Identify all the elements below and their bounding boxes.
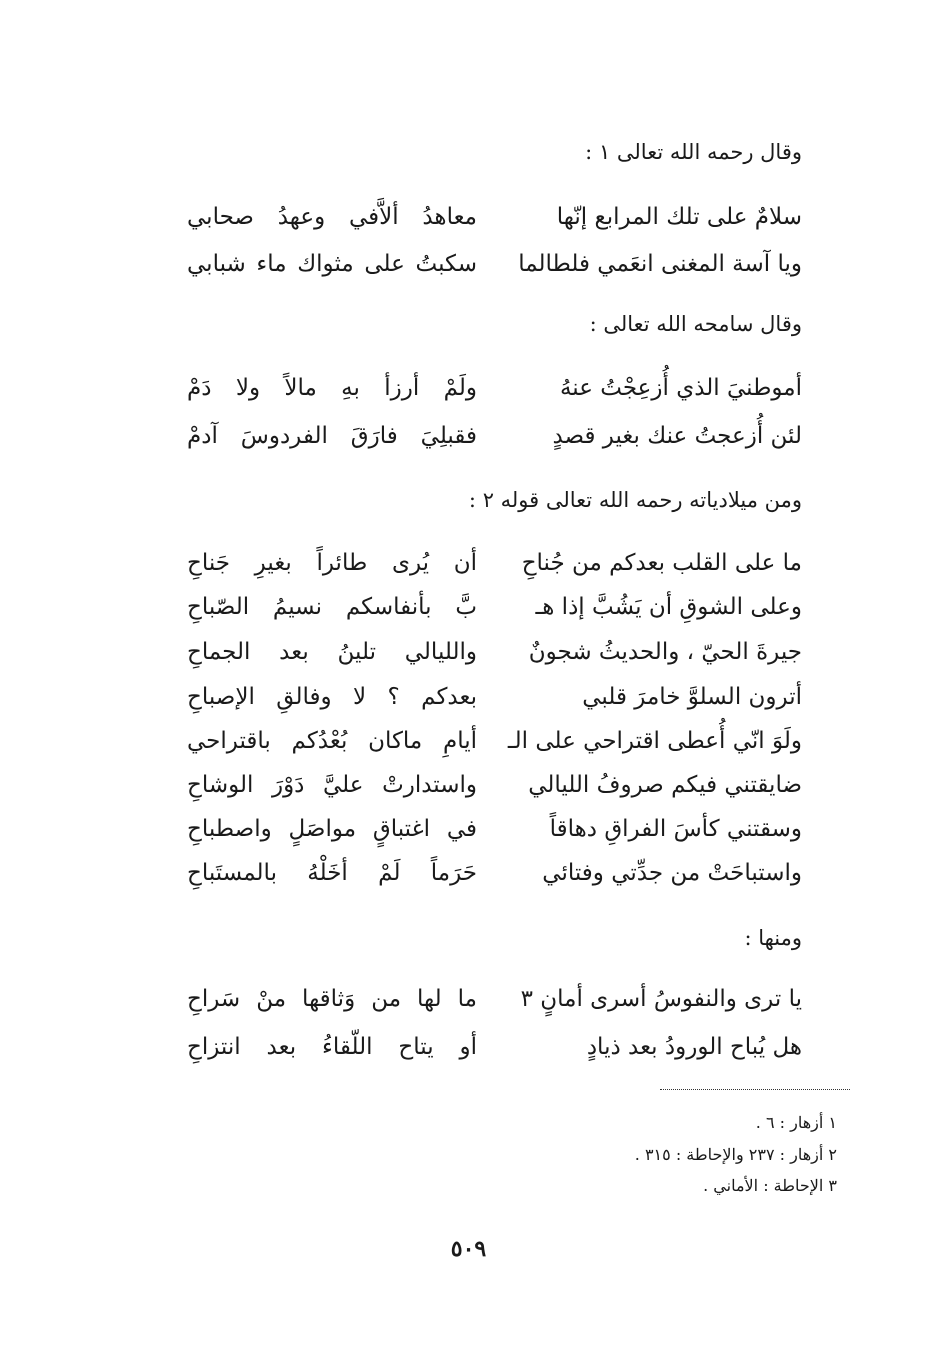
footnote-1: ١ أزهار : ٦ . (755, 1113, 837, 1132)
verse-2-1-right: أموطنيَ الذي أُزعِجْتُ عنهُ (559, 375, 802, 401)
verse-1-2-left: سكبتُ على مثواك ماء شبابي (187, 251, 477, 277)
verse-4-1-right: يا ترى والنفوسُ أسرى أمانٍ ٣ (520, 986, 802, 1012)
verse-3-5-left: أيامِ ماكان بُعْدُكم باقتراحي (187, 728, 477, 754)
verse-3-6-left: واستدارتْ عليَّ دَوْرَ الوشاحِ (187, 772, 477, 798)
verse-3-2-right: وعلى الشوقِ أن يَشُبَّ إذا هـ (535, 594, 802, 620)
section-heading-3: ومن ميلادياته رحمه الله تعالى قوله ٢ : (468, 488, 802, 512)
footnote-2: ٢ أزهار : ٢٣٧ والإحاطة : ٣١٥ . (634, 1145, 837, 1164)
page-number: ٥٠٩ (450, 1236, 487, 1262)
verse-3-7-left: في اغتباقٍ مواصَلٍ واصطباحِ (187, 816, 477, 842)
verse-4-2-right: هل يُباح الورودُ بعد ذيادٍ (586, 1034, 802, 1060)
verse-2-1-left: ولَمْ أرزأ بهِ مالاً ولا دَمْ (187, 375, 477, 401)
verse-2-2-left: فقبلِيَ فارَقَ الفردوسَ آدمْ (187, 423, 477, 449)
verse-3-4-left: بعدكم ؟ لا وفالقِ الإصباحِ (187, 684, 477, 710)
footnote-3: ٣ الإحاطة : الأماني . (703, 1176, 837, 1195)
verse-4-1-left: ما لها من وَثاقها منْ سَراحِ (187, 986, 477, 1012)
verse-2-2-right: لئن أُزعجتُ عنك بغير قصدٍ (552, 423, 802, 449)
footnote-divider (660, 1089, 850, 1090)
verse-3-8-right: واستباحَتْ من جدِّتي وفتائي (542, 860, 802, 886)
verse-1-2-right: ويا آسة المغنى انعَمي فلطالما (518, 251, 802, 277)
verse-3-5-right: ولَوَ انّي أُعطى اقتراحي على الـ (507, 728, 802, 754)
verse-4-2-left: أو يتاح اللّقاءُ بعد انتزاحِ (187, 1034, 477, 1060)
section-heading-1: وقال رحمه الله تعالى ١ : (585, 140, 802, 164)
section-heading-4: ومنها : (744, 926, 802, 950)
section-heading-2: وقال سامحه الله تعالى : (589, 312, 802, 336)
verse-1-1-right: سلامٌ على تلك المرابع إنّها (556, 204, 802, 230)
verse-3-3-left: والليالي تلينُ بعد الجماحِ (187, 639, 477, 665)
verse-3-1-left: أن يُرى طائراً بغيرِ جَناحِ (187, 550, 477, 576)
verse-3-1-right: ما على القلب بعدكم من جُناحِ (521, 550, 802, 576)
verse-1-1-left: معاهدُ ألاَّفي وعهدُ صحابي (187, 204, 477, 230)
verse-3-4-right: أترون السلوَّ خامرَ قلبي (582, 684, 802, 710)
verse-3-2-left: بَّ بأنفاسكم نسيمُ الصّباحِ (187, 594, 477, 620)
verse-3-7-right: وسقتني كأسَ الفراقِ دهاقاً (549, 816, 802, 842)
verse-3-3-right: جيرةَ الحيّ ، والحديثُ شجونٌ (528, 639, 802, 665)
verse-3-6-right: ضايقتني فيكم صروفُ الليالي (528, 772, 802, 798)
verse-3-8-left: حَرَماً لَمْ أخَلْهُ بالمستَباحِ (187, 860, 477, 886)
